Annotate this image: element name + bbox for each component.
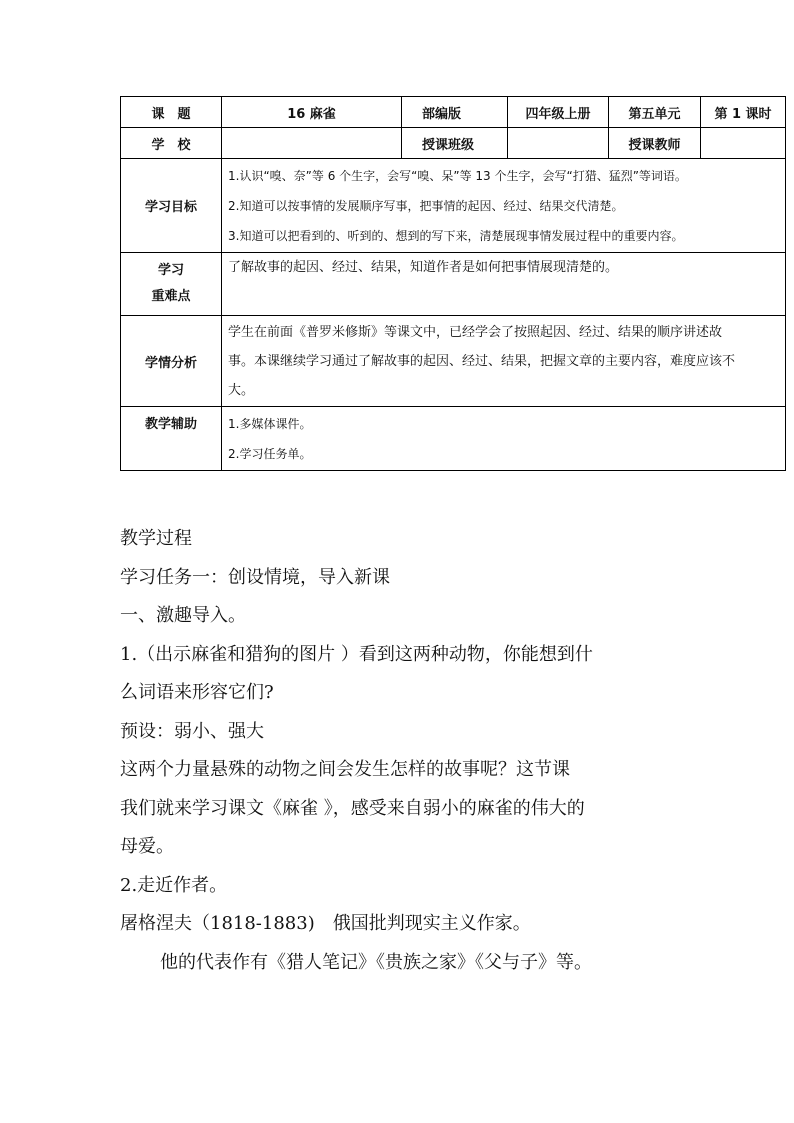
keypoints-label-line: 重难点: [151, 289, 191, 304]
goal-item: 3.知道可以把看到的、听到的、想到的写下来，清楚展现事情发展过程中的重要内容。: [228, 228, 684, 243]
table-row: [121, 128, 786, 159]
goals-content: [222, 159, 786, 253]
aids-content: [222, 407, 786, 471]
keypoints-label: [121, 253, 222, 316]
table-row: [121, 407, 786, 471]
table-row: [121, 97, 786, 128]
table-row: [121, 253, 786, 316]
paragraph-line: 他的代表作有《猎人笔记》《贵族之家》《父与子》等。: [160, 951, 592, 973]
analysis-line: 学生在前面《普罗米修斯》等课文中，已经学会了按照起因、经过、结果的顺序讲述故: [228, 324, 723, 340]
teaching-process: [120, 520, 720, 982]
teacher-value: [701, 128, 786, 159]
lesson-info-table: [120, 96, 786, 471]
section-heading: 2.走近作者。: [120, 874, 228, 896]
school-value: [222, 128, 402, 159]
table-row: [121, 159, 786, 253]
school-label: 学 校: [121, 128, 222, 159]
teacher-label: 授课教师: [609, 128, 701, 159]
class-value: [508, 128, 609, 159]
lesson-title-value: 16 麻雀: [222, 97, 402, 128]
analysis-line: 事。本课继续学习通过了解故事的起因、经过、结果，把握文章的主要内容，难度应该不: [228, 353, 736, 369]
goal-item: 2.知道可以按事情的发展顺序写事，把事情的起因、经过、结果交代清楚。: [228, 198, 624, 213]
table-row: [121, 316, 786, 407]
paragraph-line: 1.（出示麻雀和猎狗的图片 ）看到这两种动物，你能想到什: [120, 643, 593, 665]
aid-item: 2.学习任务单。: [228, 446, 312, 461]
keypoints-content: 了解故事的起因、经过、结果，知道作者是如何把事情展现清楚的。: [222, 253, 786, 316]
paragraph-line: 预设：弱小、强大: [120, 720, 264, 742]
keypoints-label-line: 学习: [157, 263, 184, 278]
aids-label: 教学辅助: [121, 407, 222, 471]
grade-value: 四年级上册: [508, 97, 609, 128]
analysis-content: [222, 316, 786, 407]
goal-item: 1.认识“嗅、奈”等 6 个生字，会写“嗅、呆”等 13 个生字，会写“打猎、猛烈”等词语。: [228, 168, 687, 183]
paragraph-line: 屠格涅夫（1818-1883) 俄国批判现实主义作家。: [120, 913, 531, 934]
section-heading: 一、激趣导入。: [120, 605, 246, 626]
task-heading: 学习任务一：创设情境，导入新课: [120, 566, 390, 588]
unit-value: 第五单元: [609, 97, 701, 128]
paragraph-line: 母爱。: [120, 836, 174, 857]
period-value: 第 1 课时: [701, 97, 786, 128]
edition-value: 部编版: [402, 97, 508, 128]
paragraph-line: 么词语来形容它们?: [120, 682, 274, 703]
lesson-title-label: 课 题: [121, 97, 222, 128]
class-label: 授课班级: [402, 128, 508, 159]
goals-label: 学习目标: [121, 159, 222, 253]
paragraph-line: 我们就来学习课文《麻雀 》，感受来自弱小的麻雀的伟大的: [120, 797, 585, 819]
paragraph-line: 这两个力量悬殊的动物之间会发生怎样的故事呢？这节课: [120, 759, 570, 780]
process-heading: 教学过程: [120, 528, 192, 549]
aid-item: 1.多媒体课件。: [228, 416, 312, 431]
analysis-line: 大。: [228, 382, 255, 398]
analysis-label: 学情分析: [121, 316, 222, 407]
